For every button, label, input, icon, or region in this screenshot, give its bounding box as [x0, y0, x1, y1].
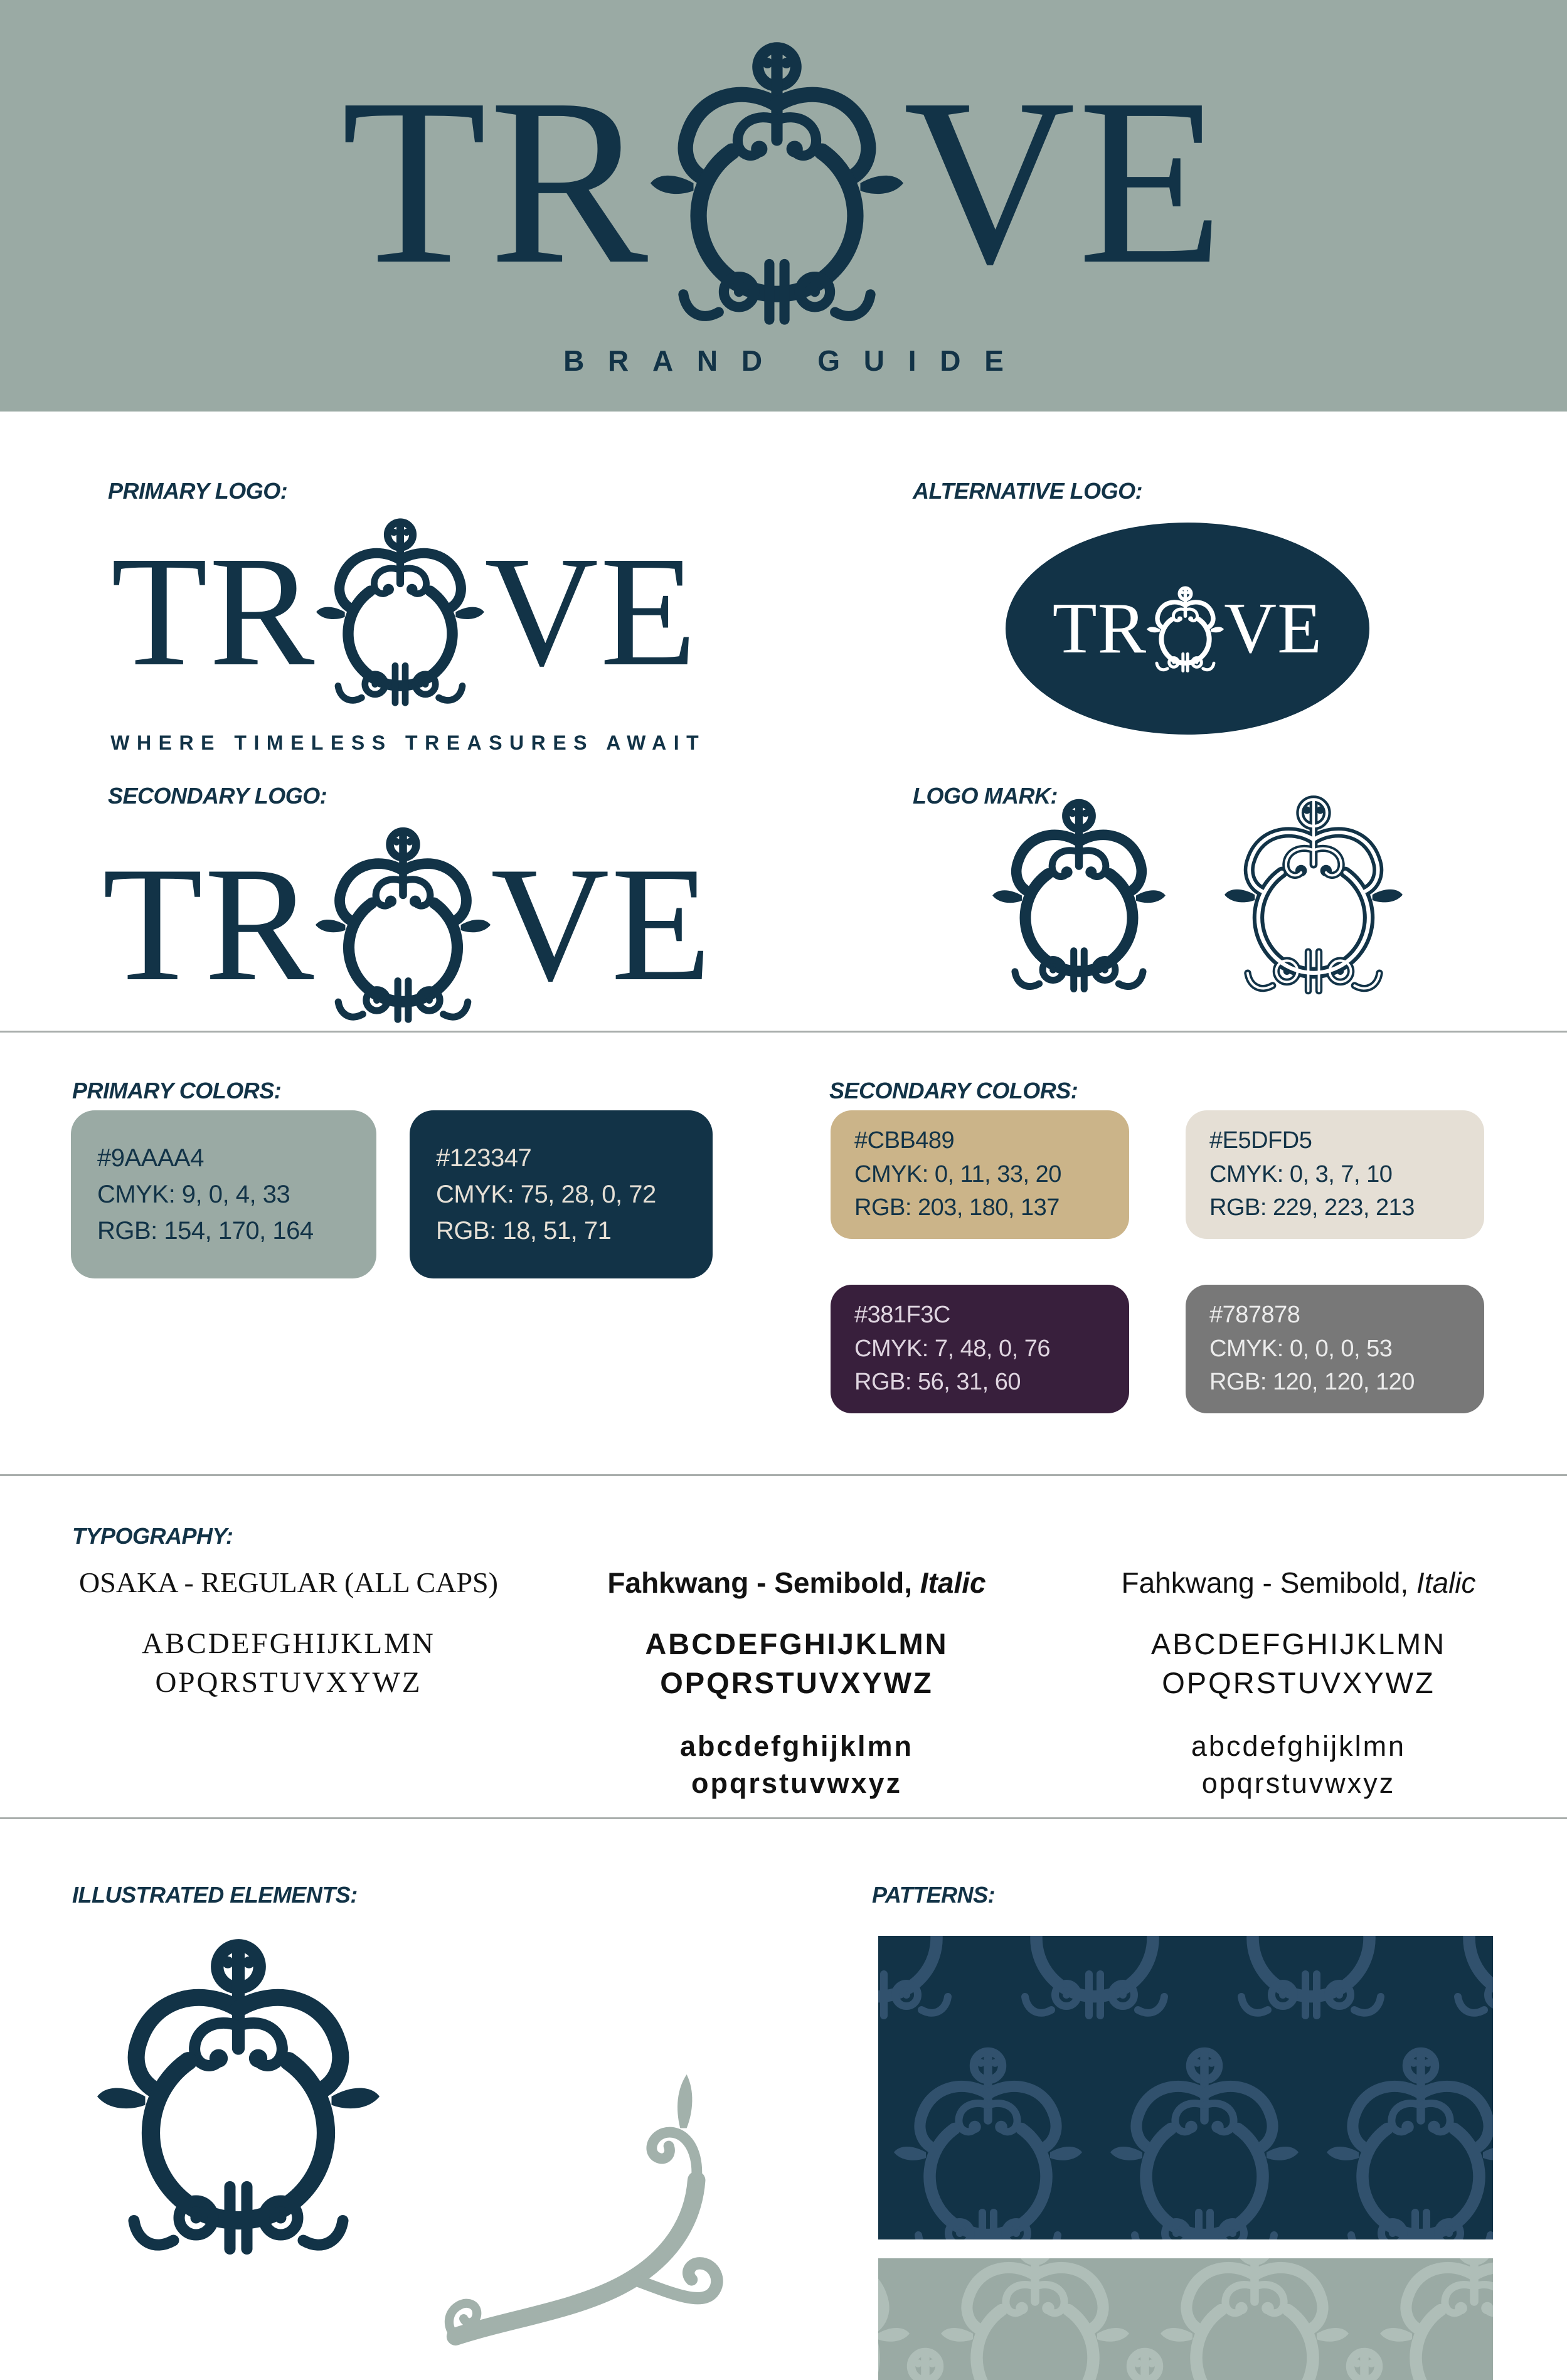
illustrated-elements-label: ILLUSTRATED ELEMENTS: — [72, 1882, 358, 1908]
primary-logo — [91, 507, 718, 755]
wordmark-letters-ve: VE — [1224, 588, 1323, 669]
swatch-cmyk: CMYK: 7, 48, 0, 76 — [854, 1335, 1051, 1362]
alphabet-lowercase-line1: abcdefghijklmn — [679, 1730, 914, 1763]
color-swatch — [410, 1110, 713, 1278]
swatch-hex: #CBB489 — [854, 1127, 955, 1154]
primary-colors-label: PRIMARY COLORS: — [72, 1078, 282, 1103]
brand-guide-subtitle: BRAND GUIDE — [563, 344, 1028, 377]
flourish-scroll-icon — [436, 2050, 778, 2359]
swatch-cmyk: CMYK: 75, 28, 0, 72 — [436, 1181, 656, 1208]
swatch-cmyk: CMYK: 9, 0, 4, 33 — [97, 1181, 290, 1208]
wordmark-letters-ve: VE — [903, 50, 1226, 314]
logo-mark-solid-icon — [992, 792, 1166, 1006]
alphabet-uppercase-line2: OPQRSTUVXYWZ — [155, 1666, 422, 1699]
wordmark-letters-tr: TR — [341, 50, 651, 314]
color-swatch — [1186, 1110, 1484, 1239]
color-swatch — [831, 1285, 1129, 1413]
secondary-logo — [91, 815, 725, 1033]
primary-logo-label: PRIMARY LOGO: — [108, 478, 288, 504]
pattern-navy-tiles — [878, 1936, 1493, 2239]
alphabet-uppercase-line1: ABCDEFGHIJKLMN — [142, 1627, 435, 1660]
logo-mark-outline-icon — [1224, 788, 1403, 1009]
typeface-name: Fahkwang - Semibold, Italic — [1121, 1566, 1476, 1599]
alphabet-uppercase-line1: ABCDEFGHIJKLMN — [645, 1627, 948, 1660]
illustrated-ornament-icon — [97, 1927, 380, 2277]
alphabet-uppercase-line2: OPQRSTUVXYWZ — [1162, 1666, 1435, 1700]
typeface-sample-fahkwang-semibold — [565, 1566, 1029, 1802]
secondary-logo-wordmark — [102, 815, 713, 1033]
alphabet-uppercase-line2: OPQRSTUVXYWZ — [660, 1666, 933, 1700]
typography-label: TYPOGRAPHY: — [72, 1523, 233, 1549]
divider-line — [0, 1031, 1567, 1033]
patterns-label: PATTERNS: — [872, 1882, 996, 1908]
wordmark-letters-tr: TR — [1052, 588, 1147, 669]
trove-ornament-icon — [316, 820, 491, 1037]
swatch-hex: #123347 — [436, 1144, 532, 1172]
header-band — [0, 0, 1567, 412]
swatch-cmyk: CMYK: 0, 3, 7, 10 — [1209, 1161, 1393, 1187]
swatch-rgb: RGB: 18, 51, 71 — [436, 1217, 612, 1245]
alphabet-lowercase-line2: opqrstuvwxyz — [1201, 1767, 1396, 1800]
primary-logo-tagline: WHERE TIMELESS TREASURES AWAIT — [110, 731, 706, 754]
alternative-logo — [1006, 523, 1369, 735]
alphabet-uppercase-line1: ABCDEFGHIJKLMN — [1150, 1627, 1447, 1660]
trove-ornament-icon — [316, 511, 484, 720]
wordmark-letters-ve: VE — [484, 523, 699, 699]
primary-logo-wordmark — [111, 507, 698, 715]
pattern-sage-tiles — [878, 2258, 1493, 2380]
typeface-sample-osaka — [50, 1566, 527, 1702]
pattern-sage — [878, 2258, 1493, 2380]
color-swatch — [1186, 1285, 1484, 1413]
pattern-navy — [878, 1936, 1493, 2239]
wordmark-letters-tr: TR — [110, 523, 317, 699]
typeface-name: OSAKA - REGULAR (ALL CAPS) — [79, 1566, 498, 1598]
divider-line — [0, 1817, 1567, 1819]
typeface-name: Fahkwang - Semibold, Italic — [607, 1566, 986, 1599]
swatch-rgb: RGB: 120, 120, 120 — [1209, 1369, 1415, 1396]
alphabet-lowercase-line1: abcdefghijklmn — [1191, 1730, 1406, 1763]
swatch-hex: #9AAAA4 — [97, 1144, 204, 1172]
wordmark-letters-tr: TR — [102, 833, 316, 1015]
alternative-logo-label: ALTERNATIVE LOGO: — [913, 478, 1143, 504]
typeface-sample-fahkwang-regular — [1066, 1566, 1531, 1802]
swatch-rgb: RGB: 154, 170, 164 — [97, 1217, 314, 1245]
logo-mark-label: LOGO MARK: — [913, 783, 1058, 809]
trove-ornament-icon — [1147, 583, 1224, 679]
swatch-rgb: RGB: 203, 180, 137 — [854, 1194, 1060, 1221]
divider-line — [0, 1474, 1567, 1476]
swatch-cmyk: CMYK: 0, 11, 33, 20 — [854, 1161, 1061, 1187]
header-trove-wordmark — [0, 25, 1567, 339]
wordmark-letters-ve: VE — [491, 833, 713, 1015]
swatch-rgb: RGB: 229, 223, 213 — [1209, 1194, 1415, 1221]
color-swatch — [71, 1110, 376, 1278]
swatch-hex: #381F3C — [854, 1301, 950, 1328]
swatch-hex: #787878 — [1209, 1301, 1300, 1328]
swatch-hex: #E5DFD5 — [1209, 1127, 1312, 1154]
alphabet-lowercase-line2: opqrstuvwxyz — [691, 1767, 903, 1800]
secondary-colors-label: SECONDARY COLORS: — [829, 1078, 1078, 1103]
swatch-cmyk: CMYK: 0, 0, 0, 53 — [1209, 1335, 1393, 1362]
swatch-rgb: RGB: 56, 31, 60 — [854, 1369, 1021, 1396]
alternative-logo-wordmark — [1053, 581, 1323, 677]
secondary-logo-label: SECONDARY LOGO: — [108, 783, 327, 809]
trove-ornament-icon — [651, 31, 903, 345]
color-swatch — [831, 1110, 1129, 1239]
